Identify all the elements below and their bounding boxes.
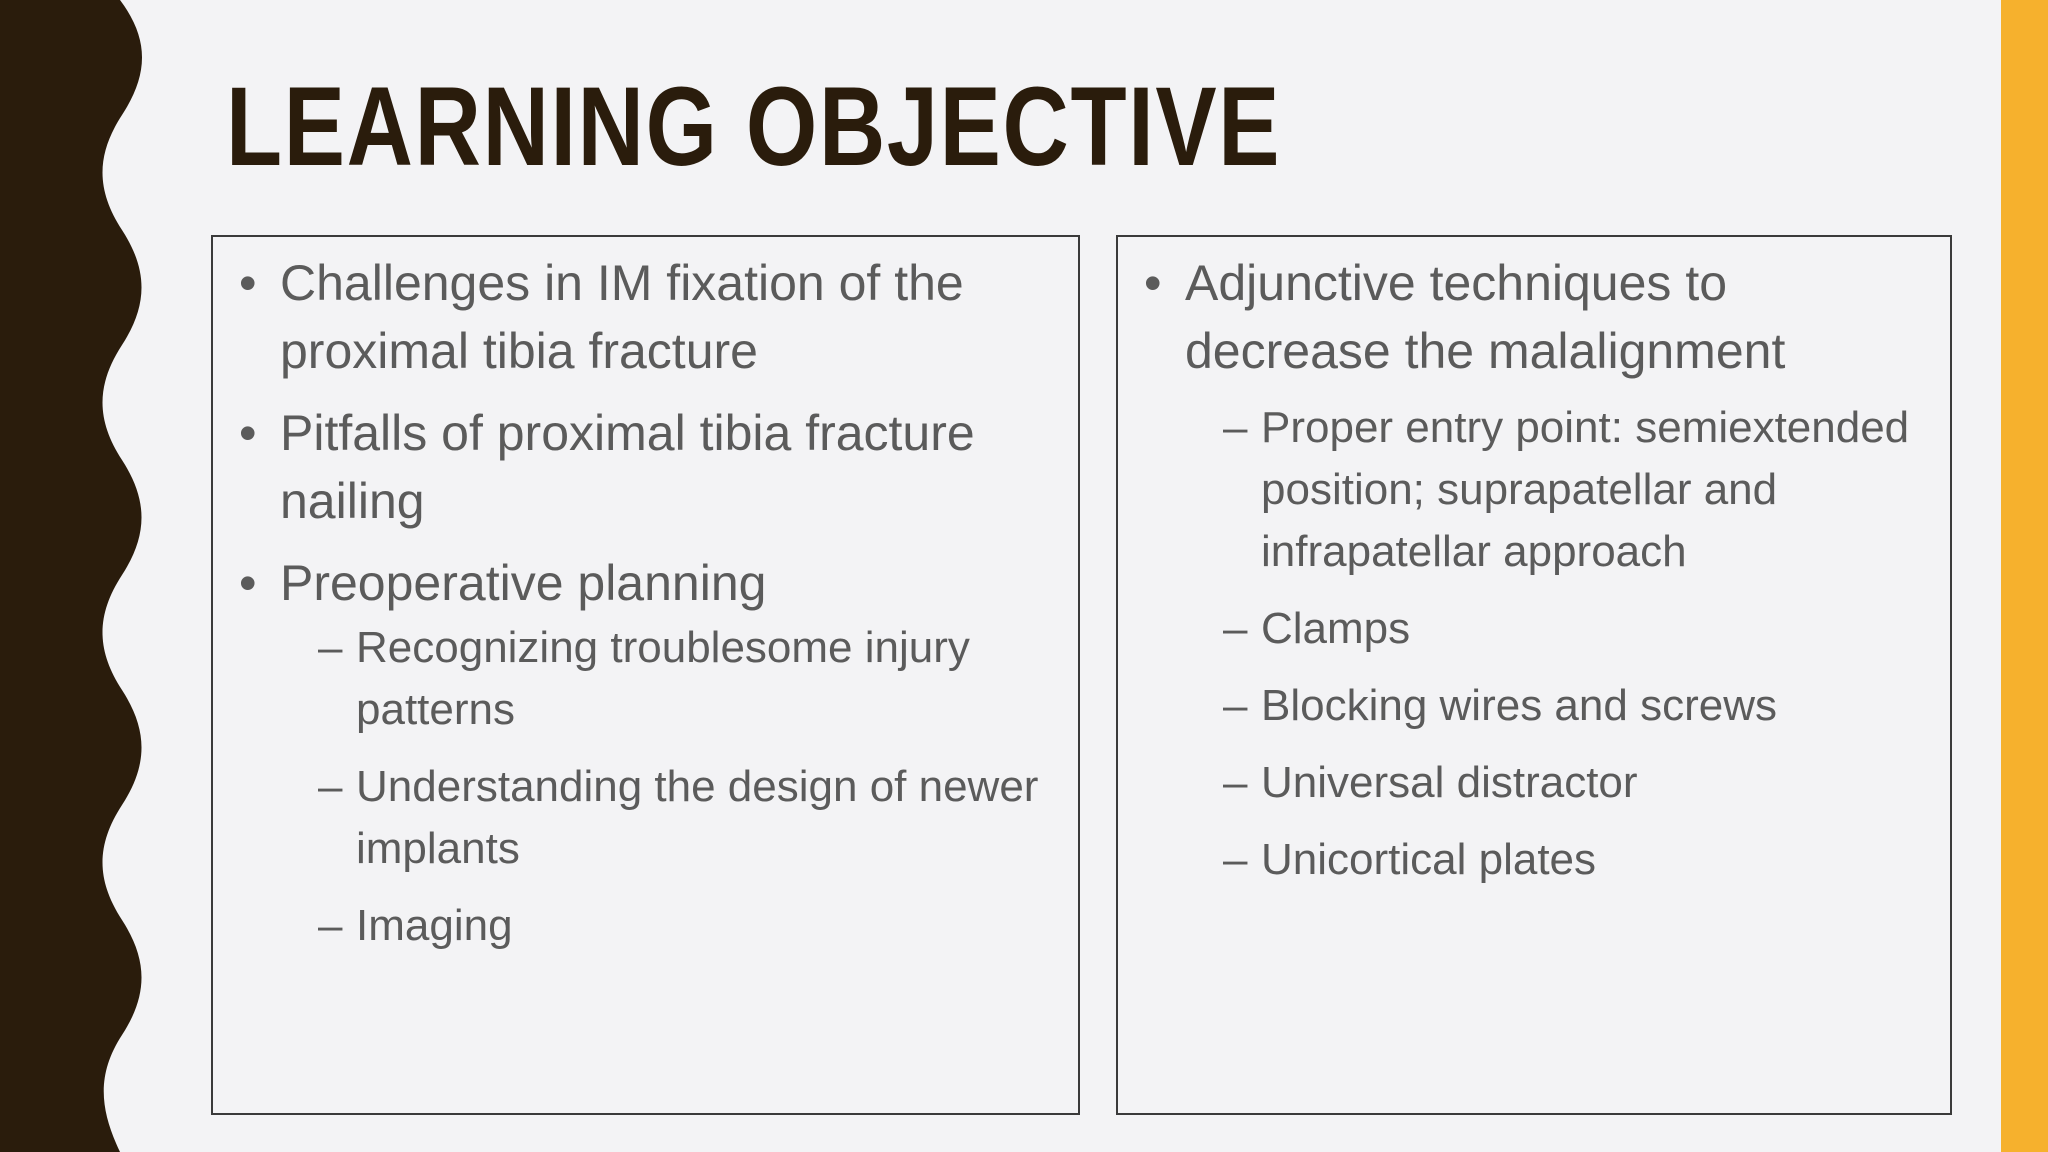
sub-bullet-item: – Recognizing troublesome injury patterns — [228, 617, 1058, 741]
left-sub-bullet-list — [228, 617, 1058, 957]
sub-bullet-item: – Unicortical plates — [1133, 829, 1930, 891]
accent-right-band — [2001, 0, 2048, 1152]
sub-bullet-item: – Clamps — [1133, 598, 1930, 660]
sub-bullet-item: – Understanding the design of newer implants — [228, 756, 1058, 880]
slide-title: LEARNING OBJECTIVE — [226, 64, 1282, 189]
sub-bullet-item: – Blocking wires and screws — [1133, 675, 1930, 737]
right-content-panel — [1116, 235, 1952, 1115]
left-bullet-list — [228, 249, 1058, 617]
bullet-item: • Pitfalls of proximal tibia fracture nailing — [228, 399, 1058, 535]
bullet-item: • Challenges in IM fixation of the proximal tibia fracture — [228, 249, 1058, 385]
left-content-panel — [211, 235, 1080, 1115]
right-sub-bullet-list — [1133, 397, 1930, 891]
right-bullet-list — [1133, 249, 1930, 385]
wavy-left-band — [0, 0, 160, 1152]
sub-bullet-item: – Universal distractor — [1133, 752, 1930, 814]
bullet-item: • Preoperative planning — [228, 549, 1058, 617]
bullet-item: • Adjunctive techniques to decrease the malalignment — [1133, 249, 1930, 385]
sub-bullet-item: – Imaging — [228, 895, 1058, 957]
sub-bullet-item: – Proper entry point: semiextended position; suprapatellar and infrapatellar approach — [1133, 397, 1930, 583]
